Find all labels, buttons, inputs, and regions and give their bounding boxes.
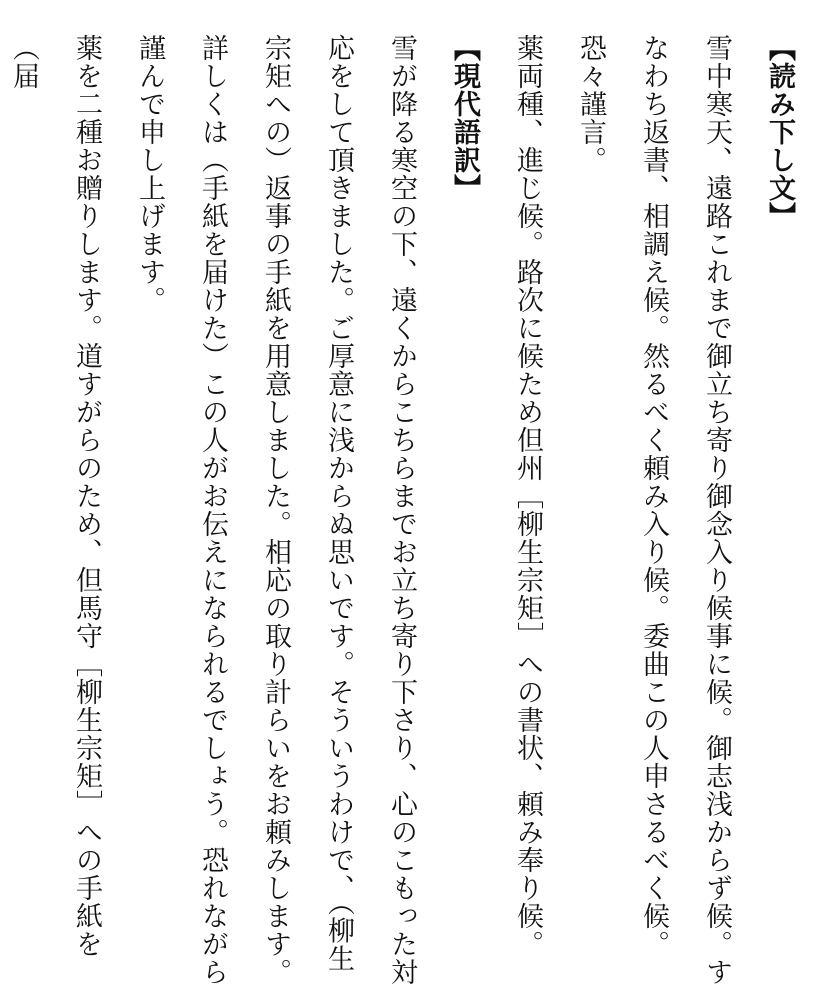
section-heading-yomikudashi: 【読み下し文】 <box>764 34 795 230</box>
section-heading-gendaigoyaku: 【現代語訳】 <box>449 34 480 202</box>
paragraph-yomikudashi-2: 薬両種、進じ候。路次に候ため但州［柳生宗矩］への書状、頼み奉り候。 <box>512 34 543 958</box>
paragraph-gendaigoyaku-1: 雪が降る寒空の下、遠くからこちらまでお立ち寄り下さり、心のこもった対応をして頂きました。ご厚意に浅からぬ思いです。そういうわけで、（柳生宗矩への）返事の手紙を用意しました。相応の取り計らいをお頼みします。詳しくは（手紙を届けた）この人がお伝えになられるでしょう。恐れながら謹んで申し上げます。 <box>134 34 417 986</box>
paragraph-yomikudashi-1: 雪中寒天、遠路これまで御立ち寄り御念入り候事に候。御志浅からず候。すなわち返書、相調え候。然るべく頼み入り候。委曲この人申さるべく候。恐々謹言。 <box>575 34 732 986</box>
paragraph-gendaigoyaku-2: 薬を二種お贈りします。道すがらのため、但馬守［柳生宗矩］への手紙を（届 <box>8 34 102 958</box>
